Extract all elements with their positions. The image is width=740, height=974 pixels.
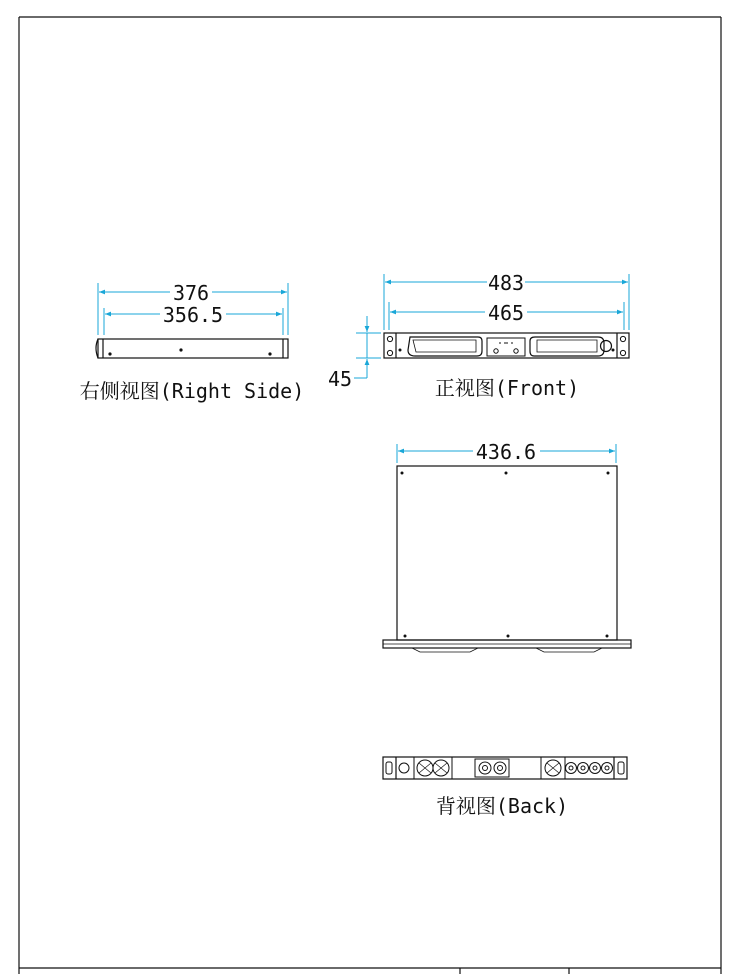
right-side-outline bbox=[96, 339, 288, 358]
back-view bbox=[383, 757, 627, 818]
right-side-screws bbox=[108, 348, 271, 355]
front-knob bbox=[601, 341, 612, 352]
front-control-panel bbox=[487, 338, 525, 356]
top-view bbox=[383, 440, 631, 652]
right-side-dim-overall: 376 bbox=[172, 281, 210, 305]
right-side-view bbox=[80, 281, 305, 403]
back-power-inlet bbox=[399, 763, 409, 773]
top-screws bbox=[401, 472, 610, 638]
back-speaker-connectors bbox=[475, 759, 509, 777]
front-view bbox=[328, 271, 629, 400]
top-outline bbox=[383, 466, 631, 652]
back-fan-left bbox=[414, 757, 452, 779]
front-caption: 正视图(Front) bbox=[434, 376, 580, 400]
front-dim-height: 45 bbox=[327, 367, 353, 391]
front-rack-ear-holes bbox=[387, 336, 625, 355]
front-screws bbox=[399, 349, 615, 352]
back-fan-right bbox=[541, 757, 565, 779]
back-caption: 背视图(Back) bbox=[435, 794, 569, 818]
back-xlr-inputs bbox=[566, 763, 613, 774]
right-side-dim-inner: 356.5 bbox=[162, 303, 224, 327]
sheet-border bbox=[19, 17, 721, 974]
front-dim-inner: 465 bbox=[487, 301, 525, 325]
top-dim-width: 436.6 bbox=[475, 440, 537, 464]
front-dim-overall: 483 bbox=[487, 271, 525, 295]
right-side-caption: 右侧视图(Right Side) bbox=[79, 379, 305, 403]
front-handles bbox=[408, 337, 604, 356]
back-panel-outline bbox=[383, 757, 627, 779]
